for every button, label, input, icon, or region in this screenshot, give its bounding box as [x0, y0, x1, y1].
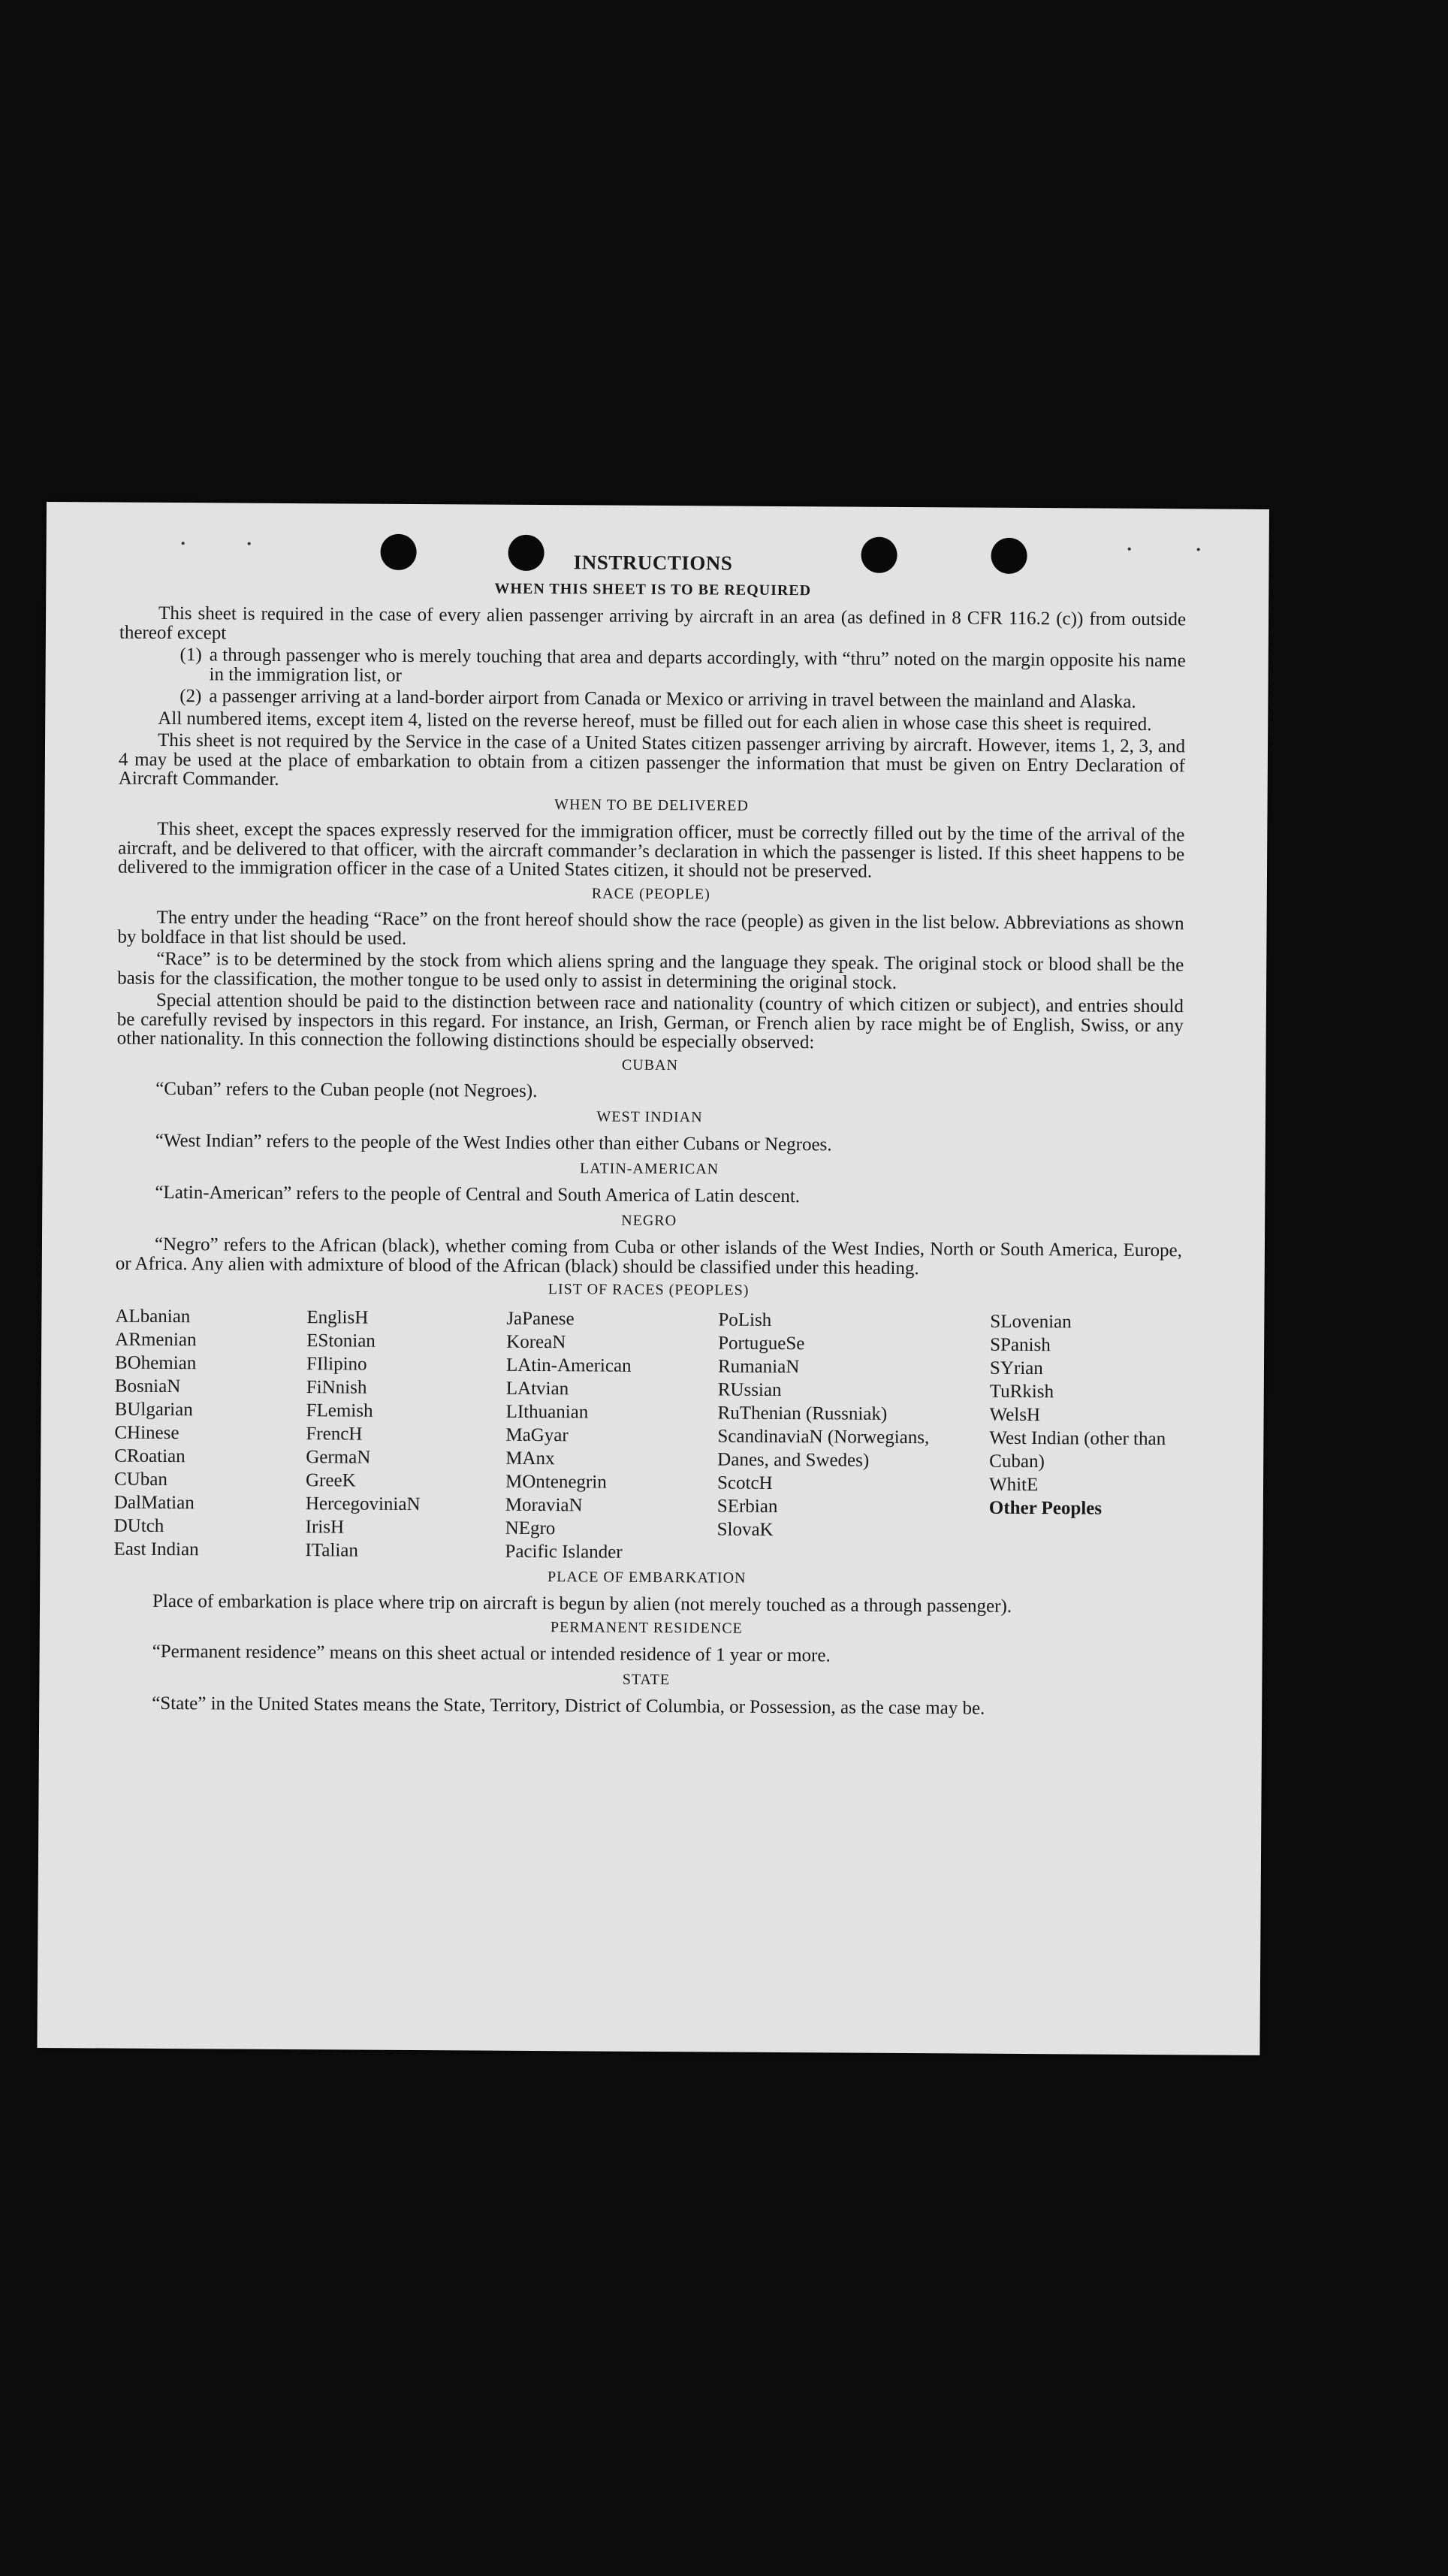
race-entry: RumaniaN [717, 1355, 800, 1377]
definition-west-indian: “West Indian” refers to the people of the West Indies other than either Cubans or Negroes. [155, 1130, 832, 1155]
race-entry: LIthuanian [505, 1401, 589, 1422]
section-heading-embarkation: PLACE OF EMBARKATION [547, 1568, 747, 1587]
race-entry: SlovaK [716, 1518, 774, 1540]
document-sheet [37, 502, 1269, 2055]
definition-embarkation: Place of embarkation is place where trip on aircraft is begun by alien (not merely touched as a through passenger). [152, 1590, 1012, 1617]
speck [1128, 548, 1131, 551]
speck [182, 542, 185, 545]
race-entry: GermaN [306, 1446, 371, 1468]
speck [248, 542, 251, 545]
race-entry: CHinese [114, 1422, 179, 1443]
races-column [113, 1304, 306, 1562]
race-entry: BUlgarian [114, 1399, 193, 1420]
paragraph: This sheet is not required by the Service in the case of a United States citizen passenger arriving by aircraft. However, items 1, 2, 3, and 4 may be used at the place of embarkation to obtain from a citizen passenger the information that must be given on Entry Declaration of Aircraft Commander. [118, 729, 1186, 790]
paragraph: Special attention should be paid to the distinction between race and nationality (country of which citizen or subject), and entries should be carefully revised by inspectors in this regard. For instance, an Irish, German, or French alien by race might be of English, Swiss, or any other nationality. In this connection the following distinctions should be especially observed: [116, 989, 1184, 1053]
race-entry: SErbian [716, 1495, 778, 1517]
race-entry: FLemish [306, 1400, 373, 1421]
race-entry: EnglisH [306, 1306, 369, 1328]
race-entry: Pacific Islander [505, 1541, 623, 1563]
paragraph: This sheet, except the spaces expressly reserved for the immigration officer, must be correctly filled out by the time of the arrival of the aircraft, and be delivered to that officer, with the aircraft commander’s declaration in which the passenger is listed. If this sheet happens to be delivered to the immigration officer in the case of a United States citizen, it should not be preserved. [117, 818, 1185, 882]
definition-cuban: “Cuban” refers to the Cuban people (not Negroes). [155, 1078, 538, 1102]
section-heading-residence: PERMANENT RESIDENCE [550, 1618, 743, 1637]
document-title: INSTRUCTIONS [573, 551, 733, 575]
race-entry: JaPanese [506, 1308, 575, 1329]
race-entry: FrencH [306, 1423, 363, 1445]
race-entry: ScotcH [716, 1472, 773, 1493]
race-entry: TuRkish [989, 1381, 1054, 1402]
race-entry: WhitE [988, 1474, 1039, 1495]
section-heading-state: STATE [622, 1671, 671, 1688]
race-entry: IrisH [305, 1516, 345, 1537]
race-entry: PoLish [718, 1309, 772, 1330]
race-entry: DalMatian [113, 1492, 195, 1513]
list-item [119, 645, 1186, 690]
races-column [988, 1309, 1181, 1567]
race-entry: CUban [113, 1469, 167, 1490]
race-entry: RuThenian (Russniak) [717, 1402, 888, 1424]
race-entry: Other Peoples [988, 1497, 1103, 1519]
race-entry: ALbanian [115, 1306, 191, 1327]
document-body [113, 551, 1186, 1723]
race-entry: RUssian [717, 1379, 782, 1400]
section-heading-negro: NEGRO [621, 1212, 677, 1229]
race-entry: GreeK [305, 1469, 356, 1491]
race-entry: NEgro [505, 1518, 556, 1539]
race-entry: KoreaN [506, 1331, 566, 1352]
race-entry: FiNnish [306, 1376, 367, 1398]
race-entry: MOntenegrin [505, 1471, 607, 1493]
races-list [113, 1304, 1181, 1567]
definition-state: “State” in the United States means the State, Territory, District of Columbia, or Possession, as the case may be. [152, 1693, 985, 1719]
race-entry: East Indian [113, 1539, 199, 1560]
race-entry: ScandinaviaN (Norwegians, Danes, and Swedes) [717, 1425, 930, 1471]
race-entry: ITalian [305, 1539, 359, 1561]
race-entry: LAtin-American [505, 1354, 632, 1376]
paragraph: “Race” is to be determined by the stock from which aliens spring and the language they speak. The original stock or blood shall be the basis for the classification, the mother tongue to be used only to assist in determining the original stock. [117, 948, 1184, 993]
race-entry: West Indian (other than Cuban) [989, 1427, 1166, 1472]
item-text: a passenger arriving at a land-border airport from Canada or Mexico or arriving in travel between the mainland and Alaska. [209, 686, 1136, 712]
race-entry: DUtch [113, 1515, 164, 1536]
item-text: a through passenger who is merely touching that area and departs accordingly, with “thru” noted on the margin opposite his name in the immigration list, or [209, 645, 1186, 686]
section-heading-when-delivered: WHEN TO BE DELIVERED [554, 796, 749, 814]
race-entry: LAtvian [505, 1378, 569, 1399]
races-column [716, 1308, 990, 1566]
section-heading-race: RACE (PEOPLE) [591, 884, 710, 902]
race-entry: SYrian [989, 1357, 1043, 1379]
definition-negro: “Negro” refers to the African (black), whether coming from Cuba or other islands of the West Indies, North or South America, Europe, or Africa. Any alien with admixture of blood of the African (black) should be classified under this heading. [115, 1234, 1183, 1279]
section-heading-races-list: LIST OF RACES (PEOPLES) [548, 1281, 750, 1299]
race-entry: SLovenian [990, 1311, 1072, 1332]
definition-residence: “Permanent residence” means on this sheet actual or intended residence of 1 year or more. [152, 1641, 831, 1666]
race-entry: MAnx [505, 1448, 555, 1469]
race-entry: WelsH [989, 1404, 1041, 1425]
list-item [119, 687, 1185, 712]
race-entry: PortugueSe [718, 1332, 805, 1354]
race-entry: HercegoviniaN [305, 1493, 421, 1514]
race-entry: MaGyar [505, 1424, 569, 1445]
speck [1197, 548, 1200, 551]
race-entry: BosniaN [114, 1376, 181, 1397]
paragraph: This sheet is required in the case of every alien passenger arriving by aircraft in an area (as defined in 8 CFR 116.2 (c)) from outside thereof except [119, 602, 1187, 643]
paragraph: All numbered items, except item 4, listed on the reverse hereof, must be filled out for each alien in whose case this sheet is required. [158, 708, 1152, 735]
race-entry: SPanish [990, 1334, 1051, 1355]
paragraph: The entry under the heading “Race” on the front hereof should show the race (people) as given in the list below. Abbreviations as shown by boldface in that list should be used. [117, 907, 1184, 949]
definition-latin-american: “Latin-American” refers to the people of Central and South America of Latin descent. [155, 1182, 801, 1207]
race-entry: EStonian [306, 1330, 376, 1351]
race-entry: CRoatian [114, 1445, 186, 1466]
section-heading-latin-american: LATIN-AMERICAN [579, 1159, 719, 1177]
race-entry: BOhemian [114, 1352, 197, 1373]
race-entry: ARmenian [115, 1329, 197, 1350]
section-heading-west-indian: WEST INDIAN [596, 1107, 703, 1125]
item-number: (1) [179, 645, 202, 666]
race-entry: FIlipino [306, 1353, 367, 1375]
section-heading-cuban: CUBAN [621, 1056, 679, 1074]
races-column [305, 1306, 506, 1563]
race-entry: MoraviaN [505, 1494, 583, 1515]
item-number: (2) [179, 686, 202, 707]
section-heading-when-required: WHEN THIS SHEET IS TO BE REQUIRED [494, 580, 812, 599]
races-column [505, 1306, 718, 1564]
